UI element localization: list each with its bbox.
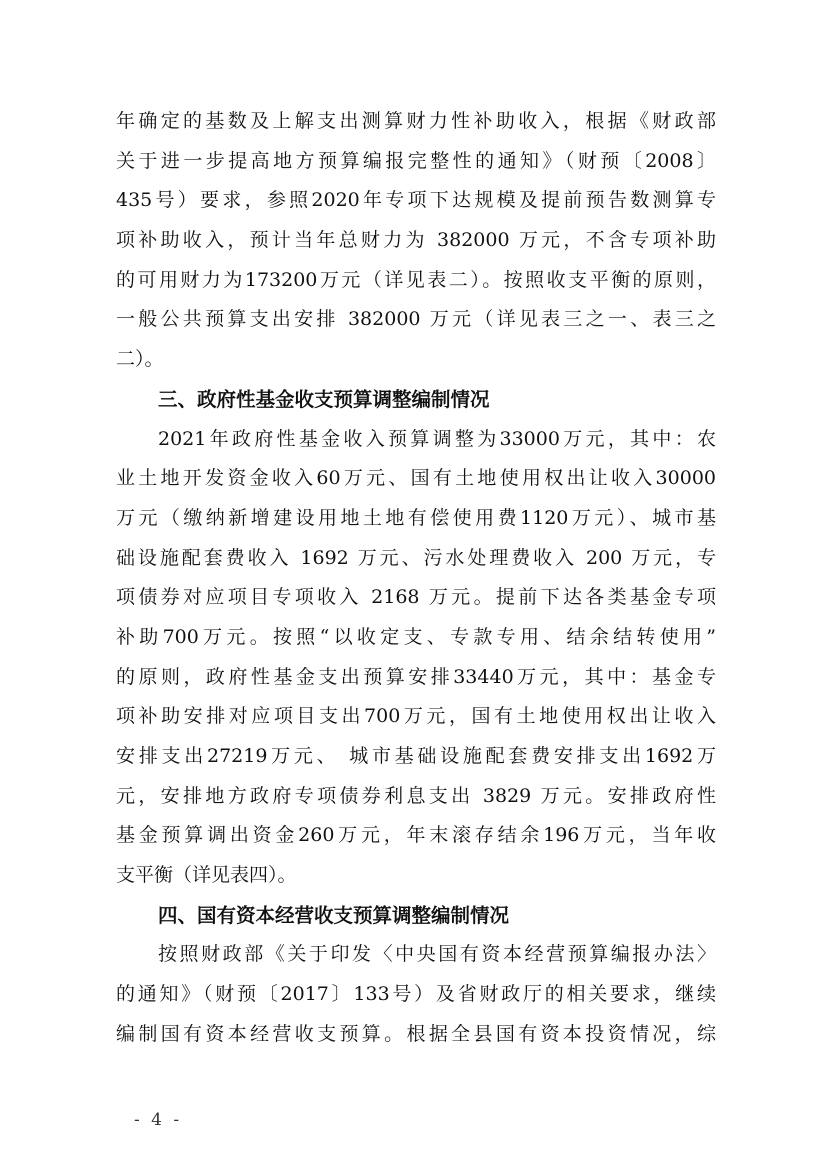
text-line: 元，安排地方政府专项债券利息支出 3829 万元。安排政府性 bbox=[116, 784, 716, 807]
text-line: 编制国有资本经营收支预算。根据全县国有资本投资情况，综 bbox=[116, 1022, 716, 1045]
section3-heading: 三、政府性基金收支预算调整编制情况 bbox=[158, 387, 490, 411]
text-line: 业土地开发资金收入60万元、国有土地使用权出让收入30000 bbox=[116, 467, 716, 490]
section4-heading: 四、国有资本经营收支预算调整编制情况 bbox=[158, 903, 510, 927]
text-line: 支平衡（详见表四）。 bbox=[116, 864, 297, 887]
text-line: 关于进一步提高地方预算编报完整性的通知》（财预〔2008〕 bbox=[116, 149, 716, 172]
text-line: 一般公共预算支出安排 382000 万元（详见表三之一、表三之 bbox=[116, 308, 716, 331]
text-line: 年确定的基数及上解支出测算财力性补助收入，根据《财政部 bbox=[116, 110, 716, 132]
text-line: 按照财政部《关于印发〈中央国有资本经营预算编报办法〉 bbox=[158, 943, 716, 966]
text-line: 础设施配套费收入 1692 万元、污水处理费收入 200 万元，专 bbox=[116, 546, 716, 569]
text-line: 2021年政府性基金收入预算调整为33000万元，其中：农 bbox=[158, 427, 716, 450]
text-line: 基金预算调出资金260万元，年末滚存结余196万元，当年收 bbox=[116, 824, 716, 847]
text-line: 的原则，政府性基金支出预算安排33440万元，其中：基金专 bbox=[116, 665, 716, 688]
page-number: - 4 - bbox=[134, 1110, 183, 1130]
text-line: 安排支出27219万元、 城市基础设施配套费安排支出1692万 bbox=[116, 745, 716, 767]
section3-paragraph bbox=[116, 420, 716, 896]
text-line: 项补助收入，预计当年总财力为 382000 万元，不含专项补助 bbox=[116, 229, 716, 252]
document-body bbox=[116, 102, 716, 1055]
text-line: 的可用财力为173200万元（详见表二）。按照收支平衡的原则， bbox=[116, 268, 716, 291]
section4-paragraph bbox=[116, 935, 716, 1054]
section2-continuation-paragraph bbox=[116, 102, 716, 380]
text-line: 项债券对应项目专项收入 2168 万元。提前下达各类基金专项 bbox=[116, 586, 716, 609]
text-line: 的通知》（财预〔2017〕133号）及省财政厅的相关要求，继续 bbox=[116, 983, 716, 1006]
text-line: 万元（缴纳新增建设用地土地有偿使用费1120万元）、城市基 bbox=[116, 506, 716, 529]
text-line: 二）。 bbox=[116, 348, 164, 371]
text-line: 435号）要求，参照2020年专项下达规模及提前预告数测算专 bbox=[116, 189, 716, 212]
text-line: 项补助安排对应项目支出700万元，国有土地使用权出让收入 bbox=[116, 705, 716, 728]
text-line: 补助700万元。按照“以收定支、专款专用、结余结转使用” bbox=[116, 625, 716, 648]
